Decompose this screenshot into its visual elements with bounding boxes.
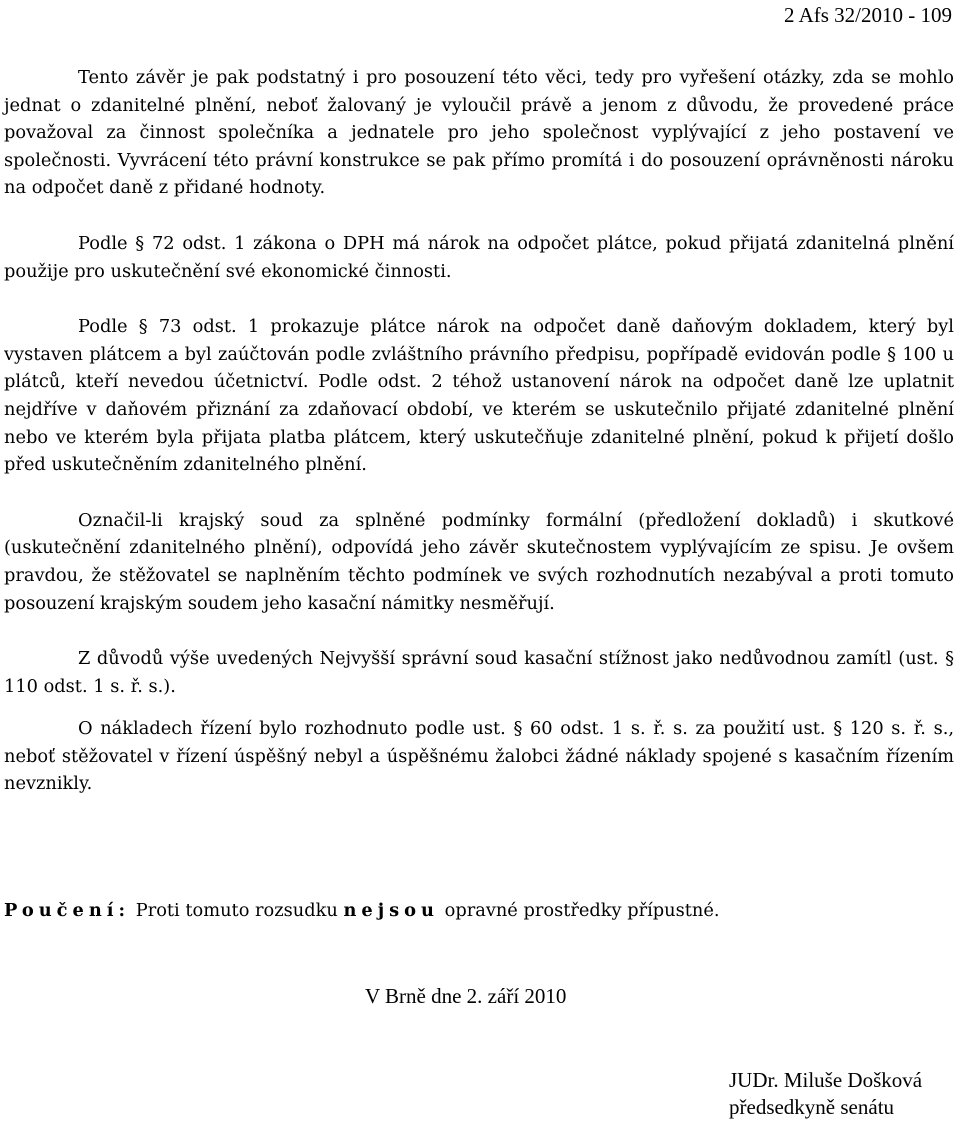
document-body	[4, 64, 954, 798]
place-and-date: V Brně dne 2. září 2010	[365, 984, 567, 1008]
signature-block	[729, 1067, 922, 1121]
paragraph-conclusion: Tento závěr je pak podstatný i pro posouzení této věci, tedy pro vyřešení otázky, zda se mohlo jednat o zdanitelné plnění, neboť žalovaný je vyloučil právě a jenom z důvodu, že provedené práce považoval za činnost společníka a jednatele pro jeho společnost vyplývající z jeho postavení ve společnosti. Vyvrácení této právní konstrukce se pak přímo promítá i do posouzení oprávněnosti nároku na odpočet daně z přidané hodnoty.	[4, 67, 954, 199]
paragraph-section-73: Podle § 73 odst. 1 prokazuje plátce nárok na odpočet daně daňovým dokladem, který byl vystaven plátcem a byl zaúčtován podle zvláštního právního předpisu, popřípadě evidován podle § 100 u plátců, kteří nevedou účetnictví. Podle odst. 2 téhož ustanovení nárok na odpočet daně lze uplatnit nejdříve v daňovém přiznání za zdaňovací období, ve kterém se uskutečnilo přijaté zdanitelné plnění nebo ve kterém byla přijata platba plátcem, který uskutečňuje zdanitelné plnění, pokud k přijetí došlo před uskutečněním zdanitelného plnění.	[4, 316, 954, 476]
legal-instruction-text-after: opravné prostředky přípustné.	[444, 900, 720, 921]
legal-instruction-label: Poučení:	[4, 900, 131, 921]
paragraph-section-72: Podle § 72 odst. 1 zákona o DPH má nárok na odpočet plátce, pokud přijatá zdanitelná plnění použije pro uskutečnění své ekonomické činnosti.	[4, 232, 954, 282]
legal-instruction	[4, 897, 720, 925]
paragraph-costs: O nákladech řízení bylo rozhodnuto podle ust. § 60 odst. 1 s. ř. s. za použití ust. § 120 s. ř. s., neboť stěžovatel v řízení úspěšný nebyl a úspěšnému žalobci žádné náklady spojené s kasačním řízením nevznikly.	[4, 718, 954, 795]
paragraph-regional-court: Označil-li krajský soud za splněné podmínky formální (předložení dokladů) i skutkové (uskutečnění zdanitelného plnění), odpovídá jeho závěr skutečnostem vyplývajícím ze spisu. Je ovšem pravdou, že stěžovatel se naplněním těchto podmínek ve svých rozhodnutích nezabýval a proti tomuto posouzení krajským soudem jeho kasační námitky nesměřují.	[4, 509, 954, 614]
legal-instruction-text-before: Proti tomuto rozsudku	[135, 900, 338, 921]
case-number: 2 Afs 32/2010 - 109	[784, 3, 952, 27]
signatory-name: JUDr. Miluše Došková	[729, 1068, 923, 1092]
legal-instruction-emphasis: nejsou	[343, 900, 439, 921]
signatory-role: předsedkyně senátu	[729, 1095, 895, 1119]
paragraph-dismissal: Z důvodů výše uvedených Nejvyšší správní soud kasační stížnost jako nedůvodnou zamítl (ust. § 110 odst. 1 s. ř. s.).	[4, 648, 954, 697]
